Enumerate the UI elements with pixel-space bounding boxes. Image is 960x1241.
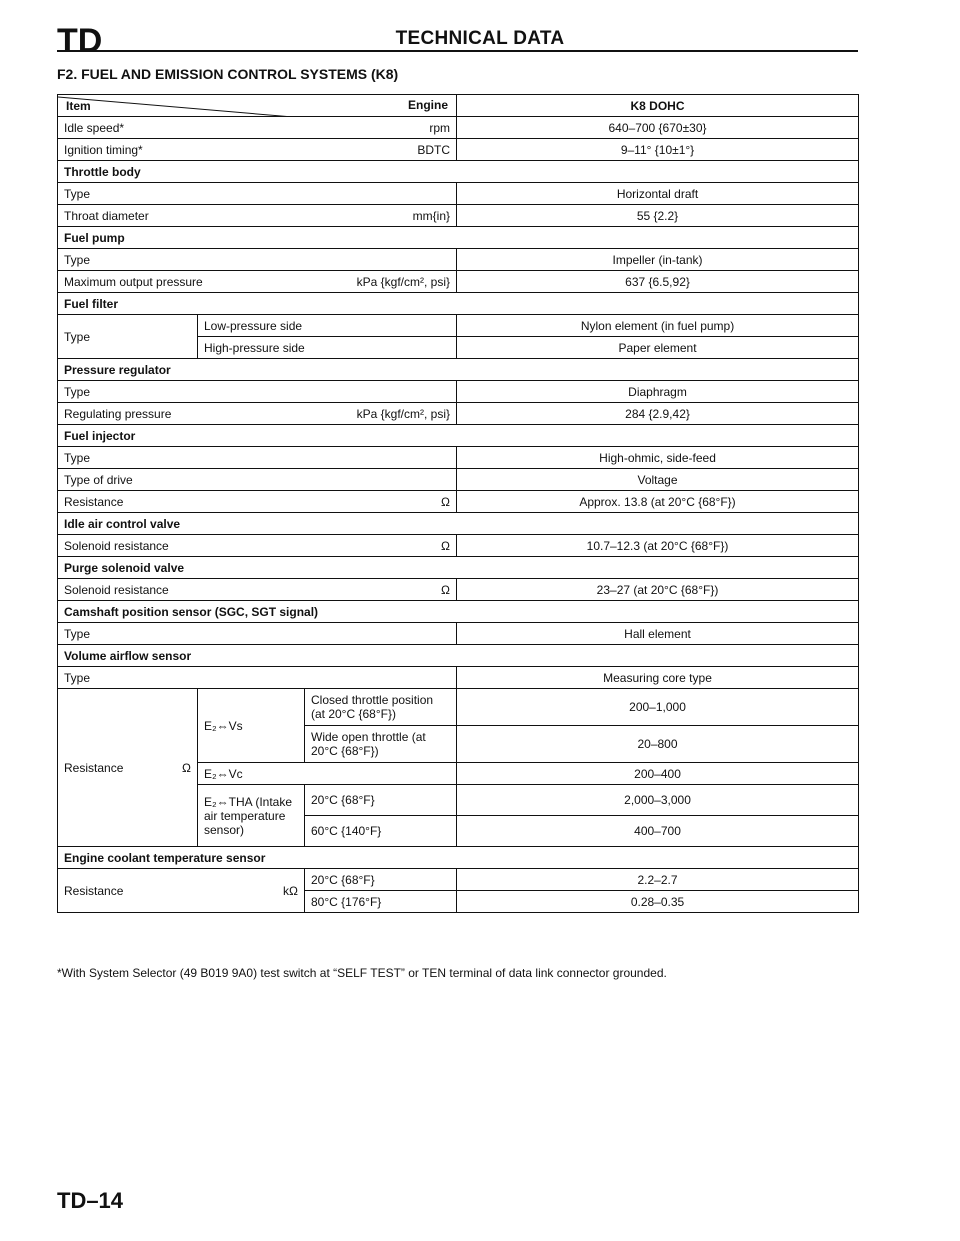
tha-20c-value: 2,000–3,000 <box>457 785 859 816</box>
injector-type-value: High-ohmic, side-feed <box>457 447 859 469</box>
table-row <box>58 579 859 601</box>
group-row <box>58 513 859 535</box>
cam-sensor-type-value: Hall element <box>457 623 859 645</box>
header-item-label: Item <box>66 99 91 113</box>
throttle-body-heading: Throttle body <box>58 161 859 183</box>
table-row <box>58 271 859 293</box>
group-row <box>58 359 859 381</box>
max-pressure-unit: kPa {kgf/cm², psi} <box>356 274 451 289</box>
idle-speed-unit: rpm <box>429 120 451 135</box>
cam-sensor-heading: Camshaft position sensor (SGC, SGT signal) <box>58 601 859 623</box>
closed-throttle-label: Closed throttle position (at 20°C {68°F}) <box>305 689 457 726</box>
throat-diameter-label: Throat diameter <box>64 208 149 223</box>
pressure-regulator-heading: Pressure regulator <box>58 359 859 381</box>
regulator-type-label: Type <box>58 381 457 403</box>
table-row <box>58 689 859 726</box>
spec-table <box>57 94 859 913</box>
wide-open-value: 20–800 <box>457 726 859 763</box>
drive-type-value: Voltage <box>457 469 859 491</box>
ignition-timing-unit: BDTC <box>417 142 451 157</box>
table-row <box>58 447 859 469</box>
group-row <box>58 227 859 249</box>
table-row <box>58 869 859 891</box>
table-row <box>58 381 859 403</box>
vaf-resistance-label: Resistance <box>64 760 124 775</box>
purge-solenoid-label: Solenoid resistance <box>64 582 169 597</box>
regulator-type-value: Diaphragm <box>457 381 859 403</box>
drive-type-label: Type of drive <box>58 469 457 491</box>
table-row <box>58 469 859 491</box>
ignition-timing-label: Ignition timing* <box>64 142 143 157</box>
page-number: TD–14 <box>57 1188 124 1213</box>
wide-open-label: Wide open throttle (at 20°C {68°F}) <box>305 726 457 763</box>
injector-resistance-value: Approx. 13.8 (at 20°C {68°F}) <box>457 491 859 513</box>
iac-solenoid-unit: Ω <box>441 538 451 553</box>
group-row <box>58 557 859 579</box>
throttle-type-label: Type <box>58 183 457 205</box>
injector-type-label: Type <box>58 447 457 469</box>
coolant-80c-value: 0.28–0.35 <box>457 891 859 913</box>
throat-diameter-unit: mm{in} <box>412 208 451 223</box>
fuel-filter-heading: Fuel filter <box>58 293 859 315</box>
injector-resistance-label: Resistance <box>64 494 124 509</box>
coolant-resistance-unit: kΩ <box>283 883 298 898</box>
diagonal-line <box>58 95 457 117</box>
iac-solenoid-value: 10.7–12.3 (at 20°C {68°F}) <box>457 535 859 557</box>
high-pressure-label: High-pressure side <box>198 337 457 359</box>
table-row <box>58 205 859 227</box>
purge-solenoid-unit: Ω <box>441 582 451 597</box>
group-row <box>58 645 859 667</box>
header-diagonal-cell <box>58 95 457 117</box>
group-row <box>58 293 859 315</box>
coolant-resistance-label: Resistance <box>64 883 124 898</box>
table-row <box>58 491 859 513</box>
cam-sensor-type-label: Type <box>58 623 457 645</box>
e2vc-label: E₂⇔Vc <box>198 763 457 785</box>
table-row <box>58 183 859 205</box>
group-row <box>58 425 859 447</box>
throttle-type-value: Horizontal draft <box>457 183 859 205</box>
vaf-sensor-heading: Volume airflow sensor <box>58 645 859 667</box>
table-row <box>58 535 859 557</box>
coolant-20c-label: 20°C {68°F} <box>305 869 457 891</box>
purge-valve-heading: Purge solenoid valve <box>58 557 859 579</box>
e2vs-label: E₂⇔Vs <box>198 689 305 763</box>
header-model: K8 DOHC <box>457 95 859 117</box>
page-title: TECHNICAL DATA <box>395 28 565 49</box>
group-row <box>58 601 859 623</box>
footnote: *With System Selector (49 B019 9A0) test switch at “SELF TEST” or TEN terminal of data link connector grounded. <box>57 966 667 980</box>
vaf-type-value: Measuring core type <box>457 667 859 689</box>
table-row <box>58 403 859 425</box>
e2tha-label: E₂⇔THA (Intake air temperature sensor) <box>198 785 305 847</box>
table-row <box>58 667 859 689</box>
coolant-20c-value: 2.2–2.7 <box>457 869 859 891</box>
fuel-pump-heading: Fuel pump <box>58 227 859 249</box>
tha-60c-label: 60°C {140°F} <box>305 816 457 847</box>
table-row <box>58 315 859 337</box>
injector-resistance-unit: Ω <box>441 494 451 509</box>
purge-solenoid-value: 23–27 (at 20°C {68°F}) <box>457 579 859 601</box>
table-header-row <box>58 95 859 117</box>
header-rule <box>57 50 858 52</box>
idle-speed-value: 640–700 {670±30} <box>457 117 859 139</box>
header-engine-label: Engine <box>408 98 449 112</box>
max-pressure-label: Maximum output pressure <box>64 274 203 289</box>
group-row <box>58 847 859 869</box>
regulating-pressure-value: 284 {2.9,42} <box>457 403 859 425</box>
fuel-filter-type-label: Type <box>58 315 198 359</box>
tha-60c-value: 400–700 <box>457 816 859 847</box>
coolant-80c-label: 80°C {176°F} <box>305 891 457 913</box>
throat-diameter-value: 55 {2.2} <box>457 205 859 227</box>
regulating-pressure-label: Regulating pressure <box>64 406 172 421</box>
table-row <box>58 139 859 161</box>
table-row <box>58 117 859 139</box>
idle-air-valve-heading: Idle air control valve <box>58 513 859 535</box>
tha-20c-label: 20°C {68°F} <box>305 785 457 816</box>
vaf-type-label: Type <box>58 667 457 689</box>
group-row <box>58 161 859 183</box>
regulating-pressure-unit: kPa {kgf/cm², psi} <box>356 406 451 421</box>
ignition-timing-value: 9–11° {10±1°} <box>457 139 859 161</box>
vaf-resistance-unit: Ω <box>182 760 191 775</box>
high-pressure-value: Paper element <box>457 337 859 359</box>
table-row <box>58 623 859 645</box>
fuel-pump-type-value: Impeller (in-tank) <box>457 249 859 271</box>
fuel-pump-type-label: Type <box>58 249 457 271</box>
section-title: F2. FUEL AND EMISSION CONTROL SYSTEMS (K8) <box>57 66 399 82</box>
fuel-injector-heading: Fuel injector <box>58 425 859 447</box>
e2vc-value: 200–400 <box>457 763 859 785</box>
closed-throttle-value: 200–1,000 <box>457 689 859 726</box>
iac-solenoid-label: Solenoid resistance <box>64 538 169 553</box>
section-code: TD <box>57 22 103 60</box>
max-pressure-value: 637 {6.5,92} <box>457 271 859 293</box>
low-pressure-label: Low-pressure side <box>198 315 457 337</box>
table-row <box>58 249 859 271</box>
coolant-sensor-heading: Engine coolant temperature sensor <box>58 847 859 869</box>
low-pressure-value: Nylon element (in fuel pump) <box>457 315 859 337</box>
idle-speed-label: Idle speed* <box>64 120 125 135</box>
